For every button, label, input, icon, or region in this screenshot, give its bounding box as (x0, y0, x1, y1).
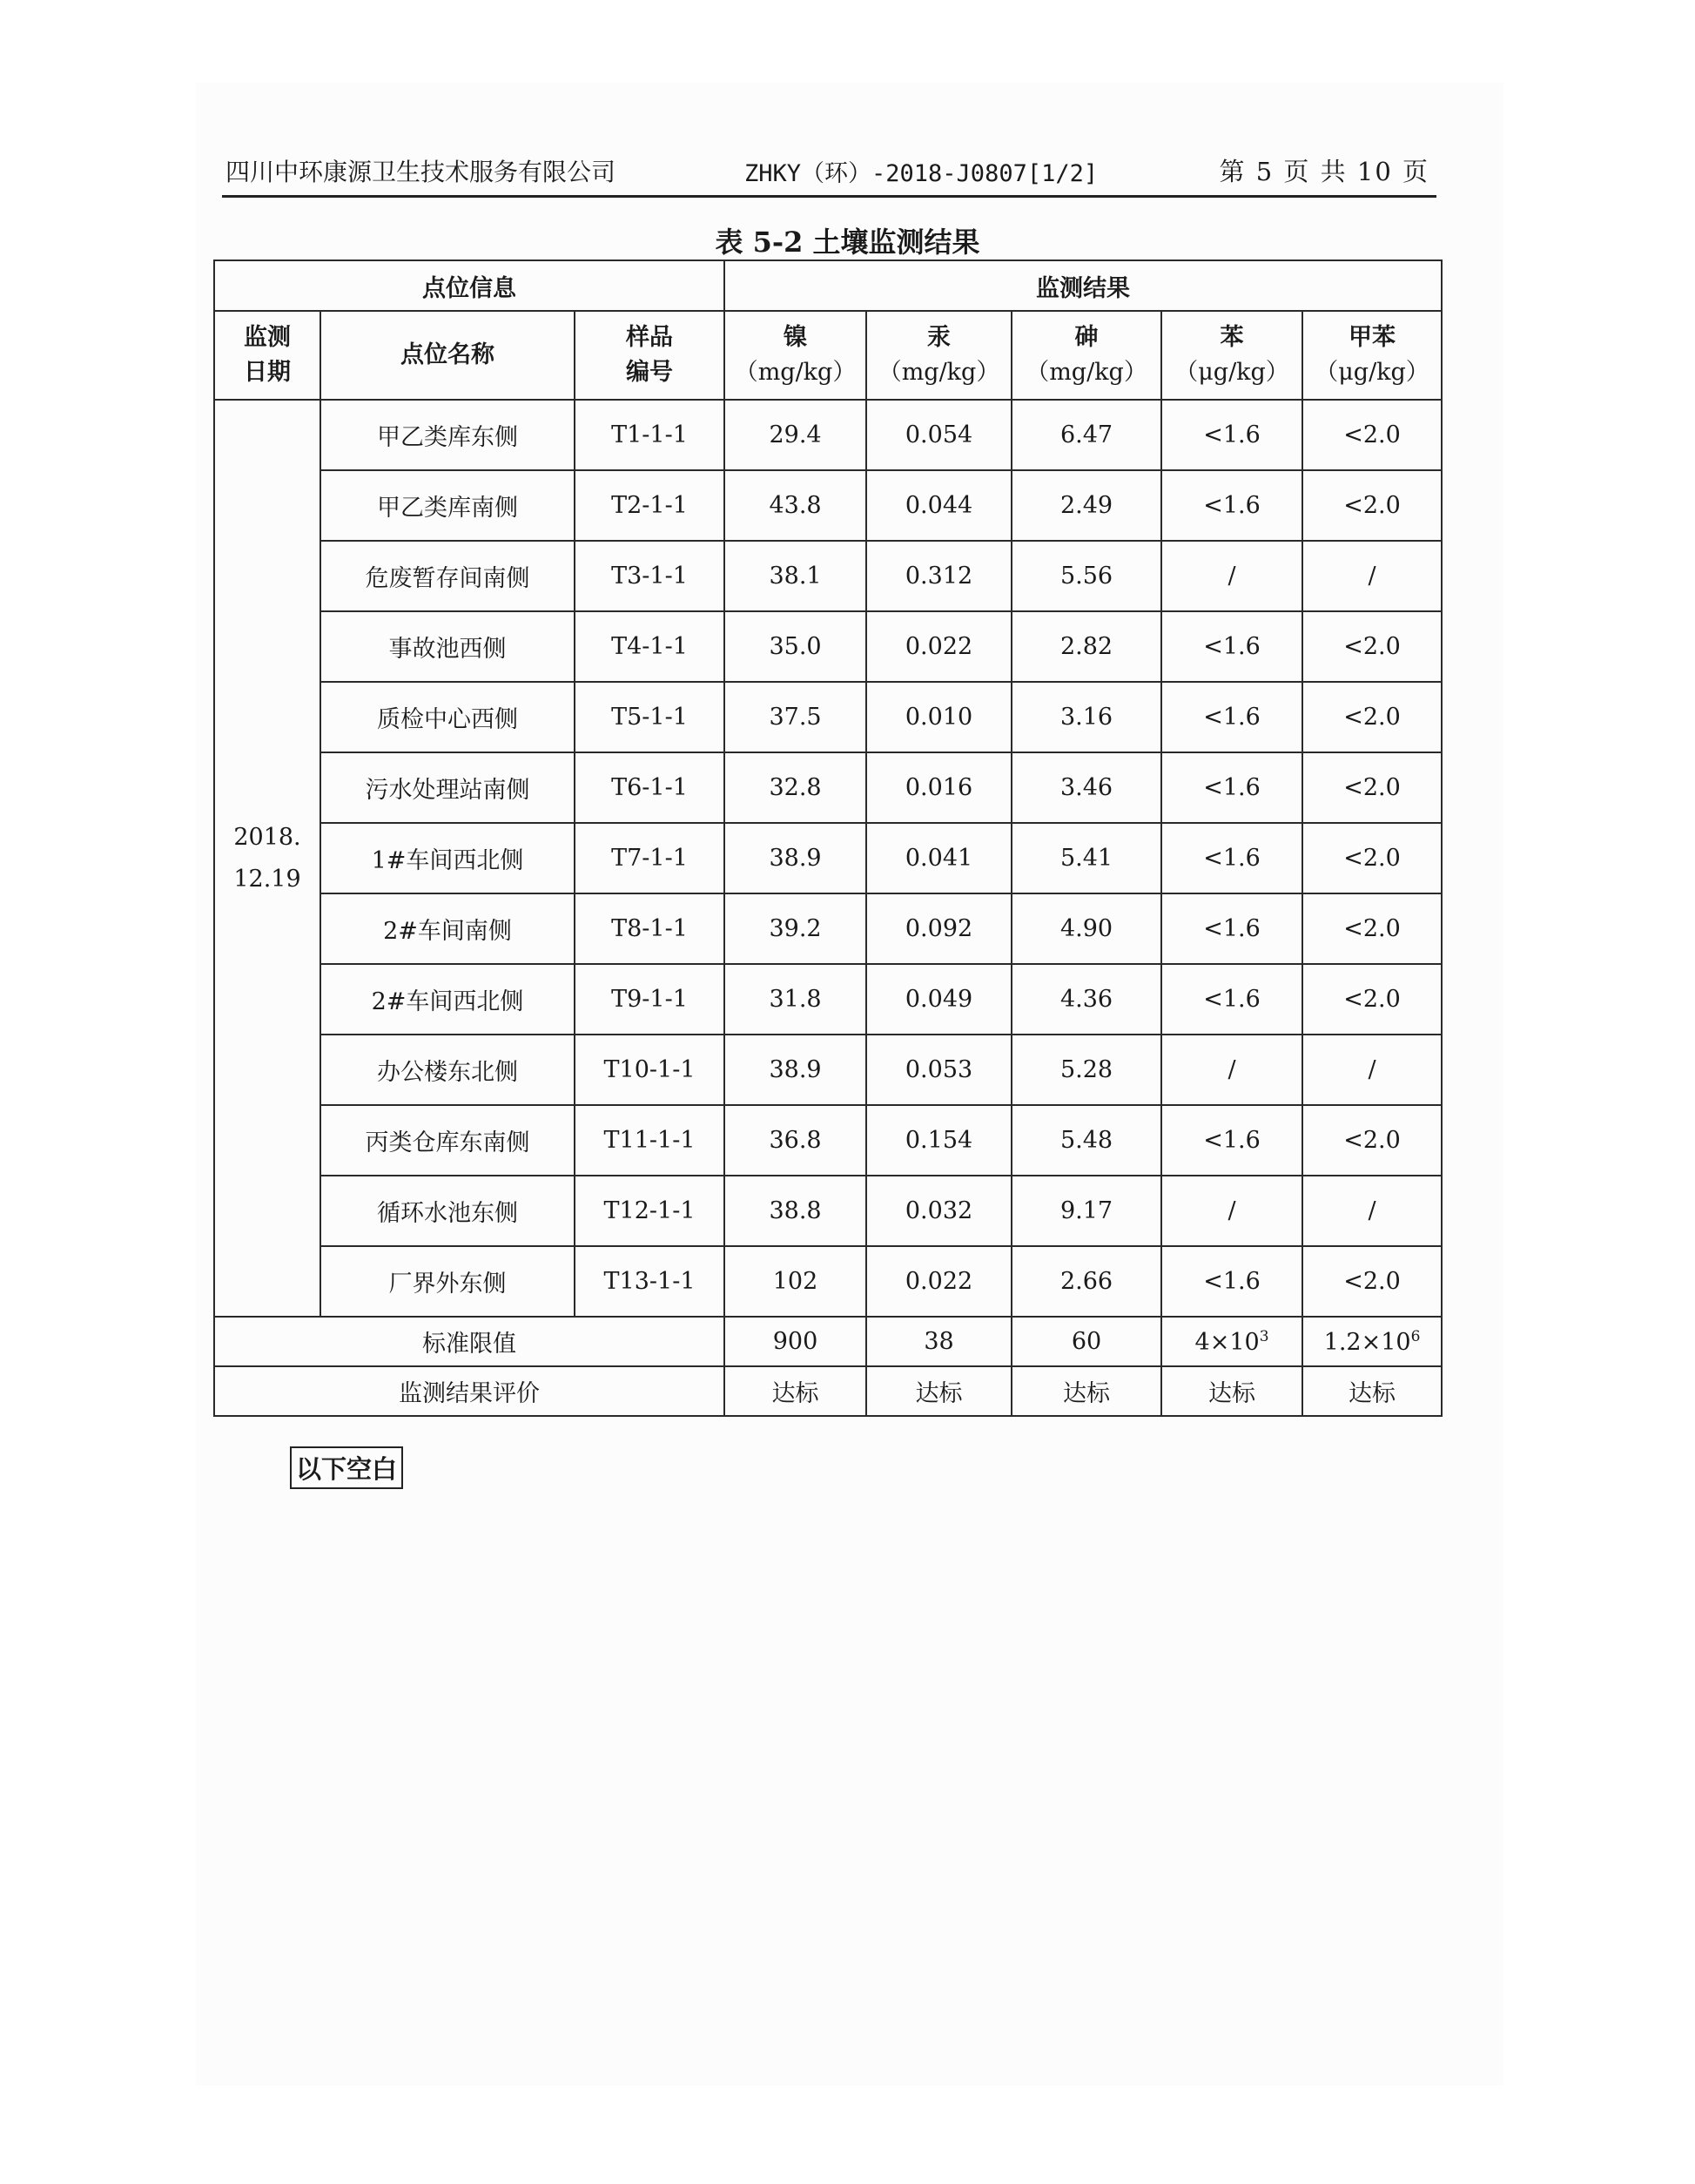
document-number: ZHKY（环）-2018-J0807[1/2] (744, 160, 1099, 187)
benzene-value-cell: <1.6 (1161, 893, 1302, 964)
arsenic-value-cell: 5.41 (1012, 823, 1161, 893)
sample-code-cell: T4-1-1 (575, 611, 724, 682)
site-name-cell: 甲乙类库南侧 (320, 470, 575, 541)
benzene-value-cell: <1.6 (1161, 964, 1302, 1035)
sample-code-cell: T5-1-1 (575, 682, 724, 752)
nickel-value-cell: 43.8 (724, 470, 866, 541)
toluene-value-cell: <2.0 (1302, 611, 1442, 682)
table-row (214, 823, 1442, 893)
arsenic-value-cell: 5.56 (1012, 541, 1161, 611)
sample-code-cell: T3-1-1 (575, 541, 724, 611)
benzene-value-cell: <1.6 (1161, 1105, 1302, 1176)
mercury-value-cell: 0.154 (866, 1105, 1012, 1176)
page-header (222, 155, 1436, 198)
nickel-value-cell: 29.4 (724, 400, 866, 470)
mercury-value-cell: 0.032 (866, 1176, 1012, 1246)
limit-mercury: 38 (866, 1317, 1012, 1366)
table-row (214, 541, 1442, 611)
nickel-value-cell: 38.9 (724, 1035, 866, 1105)
benzene-header-label: 苯 (1220, 324, 1244, 351)
arsenic-header-unit: （mg/kg） (1026, 359, 1147, 386)
benzene-value-cell: <1.6 (1161, 752, 1302, 823)
sample-code-cell: T12-1-1 (575, 1176, 724, 1246)
limit-benzene-exp: 3 (1259, 1327, 1269, 1345)
table-row (214, 964, 1442, 1035)
nickel-header-unit: （mg/kg） (734, 359, 857, 386)
benzene-header-unit: （μg/kg） (1174, 359, 1289, 386)
arsenic-header-label: 砷 (1074, 324, 1099, 351)
site-name-cell: 事故池西侧 (320, 611, 575, 682)
site-name-cell: 2#车间西北侧 (320, 964, 575, 1035)
arsenic-value-cell: 2.66 (1012, 1246, 1161, 1317)
sample-code-cell: T7-1-1 (575, 823, 724, 893)
table-row (214, 400, 1442, 470)
limit-benzene (1161, 1317, 1302, 1366)
toluene-header-unit: （μg/kg） (1315, 359, 1429, 386)
table-row (214, 893, 1442, 964)
arsenic-value-cell: 9.17 (1012, 1176, 1161, 1246)
toluene-value-cell: / (1302, 1176, 1442, 1246)
table-row (214, 1246, 1442, 1317)
site-name-cell: 甲乙类库东侧 (320, 400, 575, 470)
mercury-header-label: 汞 (927, 324, 952, 351)
results-group-header: 监测结果 (724, 260, 1442, 311)
sample-no-header-text: 样品编号 (626, 324, 674, 386)
sample-code-cell: T2-1-1 (575, 470, 724, 541)
monitoring-date-line1: 2018. (233, 823, 301, 851)
toluene-value-cell: / (1302, 1035, 1442, 1105)
site-name-cell: 循环水池东侧 (320, 1176, 575, 1246)
site-name-cell: 丙类仓库东南侧 (320, 1105, 575, 1176)
toluene-value-cell: <2.0 (1302, 964, 1442, 1035)
toluene-value-cell: <2.0 (1302, 682, 1442, 752)
mercury-value-cell: 0.053 (866, 1035, 1012, 1105)
site-name-column-header: 点位名称 (320, 311, 575, 400)
arsenic-value-cell: 5.48 (1012, 1105, 1161, 1176)
site-name-cell: 污水处理站南侧 (320, 752, 575, 823)
table-body (214, 400, 1442, 1317)
table-row (214, 752, 1442, 823)
site-name-cell: 危废暂存间南侧 (320, 541, 575, 611)
limit-toluene-exp: 6 (1410, 1327, 1421, 1345)
arsenic-value-cell: 2.49 (1012, 470, 1161, 541)
arsenic-value-cell: 4.90 (1012, 893, 1161, 964)
mercury-header-unit: （mg/kg） (878, 359, 1000, 386)
evaluation-label: 监测结果评价 (214, 1366, 724, 1416)
benzene-value-cell: <1.6 (1161, 611, 1302, 682)
mercury-value-cell: 0.041 (866, 823, 1012, 893)
nickel-value-cell: 39.2 (724, 893, 866, 964)
site-name-cell: 厂界外东侧 (320, 1246, 575, 1317)
site-info-group-header: 点位信息 (214, 260, 724, 311)
toluene-value-cell: <2.0 (1302, 823, 1442, 893)
site-name-cell: 2#车间南侧 (320, 893, 575, 964)
evaluation-toluene: 达标 (1302, 1366, 1442, 1416)
sample-code-cell: T9-1-1 (575, 964, 724, 1035)
nickel-header-label: 镍 (784, 324, 808, 351)
company-name: 四川中环康源卫生技术服务有限公司 (225, 158, 616, 186)
site-name-cell: 1#车间西北侧 (320, 823, 575, 893)
standard-limit-row (214, 1317, 1442, 1366)
soil-monitoring-table (213, 260, 1443, 1417)
limit-toluene (1302, 1317, 1442, 1366)
mercury-column-header (866, 311, 1012, 400)
monitoring-date-line2: 12.19 (233, 865, 301, 893)
blank-below-stamp: 以下空白 (290, 1446, 403, 1489)
site-name-cell: 质检中心西侧 (320, 682, 575, 752)
monitoring-date-cell (214, 400, 320, 1317)
sample-no-column-header (575, 311, 724, 400)
nickel-value-cell: 38.1 (724, 541, 866, 611)
column-header-row (214, 311, 1442, 400)
benzene-value-cell: / (1161, 1035, 1302, 1105)
evaluation-nickel: 达标 (724, 1366, 866, 1416)
arsenic-value-cell: 3.16 (1012, 682, 1161, 752)
benzene-value-cell: <1.6 (1161, 682, 1302, 752)
toluene-value-cell: / (1302, 541, 1442, 611)
mercury-value-cell: 0.312 (866, 541, 1012, 611)
mercury-value-cell: 0.010 (866, 682, 1012, 752)
table-row (214, 682, 1442, 752)
nickel-value-cell: 36.8 (724, 1105, 866, 1176)
nickel-value-cell: 35.0 (724, 611, 866, 682)
toluene-value-cell: <2.0 (1302, 752, 1442, 823)
benzene-value-cell: / (1161, 1176, 1302, 1246)
nickel-value-cell: 38.9 (724, 823, 866, 893)
toluene-value-cell: <2.0 (1302, 470, 1442, 541)
toluene-value-cell: <2.0 (1302, 1246, 1442, 1317)
mercury-value-cell: 0.044 (866, 470, 1012, 541)
nickel-value-cell: 37.5 (724, 682, 866, 752)
arsenic-value-cell: 5.28 (1012, 1035, 1161, 1105)
sample-code-cell: T13-1-1 (575, 1246, 724, 1317)
table-row (214, 611, 1442, 682)
sample-code-cell: T11-1-1 (575, 1105, 724, 1176)
arsenic-column-header (1012, 311, 1161, 400)
table-title: 表 5-2 土壤监测结果 (715, 226, 980, 259)
limit-toluene-base: 1.2×10 (1323, 1328, 1411, 1356)
mercury-value-cell: 0.016 (866, 752, 1012, 823)
table-row (214, 1176, 1442, 1246)
toluene-value-cell: <2.0 (1302, 400, 1442, 470)
mercury-value-cell: 0.022 (866, 1246, 1012, 1317)
limit-benzene-base: 4×10 (1194, 1328, 1260, 1356)
site-name-cell: 办公楼东北侧 (320, 1035, 575, 1105)
toluene-column-header (1302, 311, 1442, 400)
benzene-value-cell: <1.6 (1161, 470, 1302, 541)
arsenic-value-cell: 6.47 (1012, 400, 1161, 470)
evaluation-mercury: 达标 (866, 1366, 1012, 1416)
nickel-value-cell: 38.8 (724, 1176, 866, 1246)
mercury-value-cell: 0.092 (866, 893, 1012, 964)
table-row (214, 1035, 1442, 1105)
group-header-row (214, 260, 1442, 311)
evaluation-row (214, 1366, 1442, 1416)
arsenic-value-cell: 4.36 (1012, 964, 1161, 1035)
benzene-value-cell: <1.6 (1161, 1246, 1302, 1317)
nickel-value-cell: 31.8 (724, 964, 866, 1035)
evaluation-arsenic: 达标 (1012, 1366, 1161, 1416)
toluene-value-cell: <2.0 (1302, 1105, 1442, 1176)
benzene-value-cell: / (1161, 541, 1302, 611)
table-row (214, 470, 1442, 541)
sample-code-cell: T8-1-1 (575, 893, 724, 964)
table-row (214, 1105, 1442, 1176)
evaluation-benzene: 达标 (1161, 1366, 1302, 1416)
nickel-value-cell: 32.8 (724, 752, 866, 823)
benzene-column-header (1161, 311, 1302, 400)
arsenic-value-cell: 2.82 (1012, 611, 1161, 682)
mercury-value-cell: 0.022 (866, 611, 1012, 682)
toluene-header-label: 甲苯 (1349, 324, 1396, 351)
date-column-header (214, 311, 320, 400)
nickel-column-header (724, 311, 866, 400)
toluene-value-cell: <2.0 (1302, 893, 1442, 964)
benzene-value-cell: <1.6 (1161, 823, 1302, 893)
page-number: 第 5 页 共 10 页 (1219, 157, 1429, 186)
nickel-value-cell: 102 (724, 1246, 866, 1317)
limit-arsenic: 60 (1012, 1317, 1161, 1366)
sample-code-cell: T6-1-1 (575, 752, 724, 823)
standard-limit-label: 标准限值 (214, 1317, 724, 1366)
mercury-value-cell: 0.054 (866, 400, 1012, 470)
mercury-value-cell: 0.049 (866, 964, 1012, 1035)
benzene-value-cell: <1.6 (1161, 400, 1302, 470)
limit-nickel: 900 (724, 1317, 866, 1366)
arsenic-value-cell: 3.46 (1012, 752, 1161, 823)
sample-code-cell: T10-1-1 (575, 1035, 724, 1105)
sample-code-cell: T1-1-1 (575, 400, 724, 470)
date-header-text: 监测日期 (244, 324, 291, 386)
